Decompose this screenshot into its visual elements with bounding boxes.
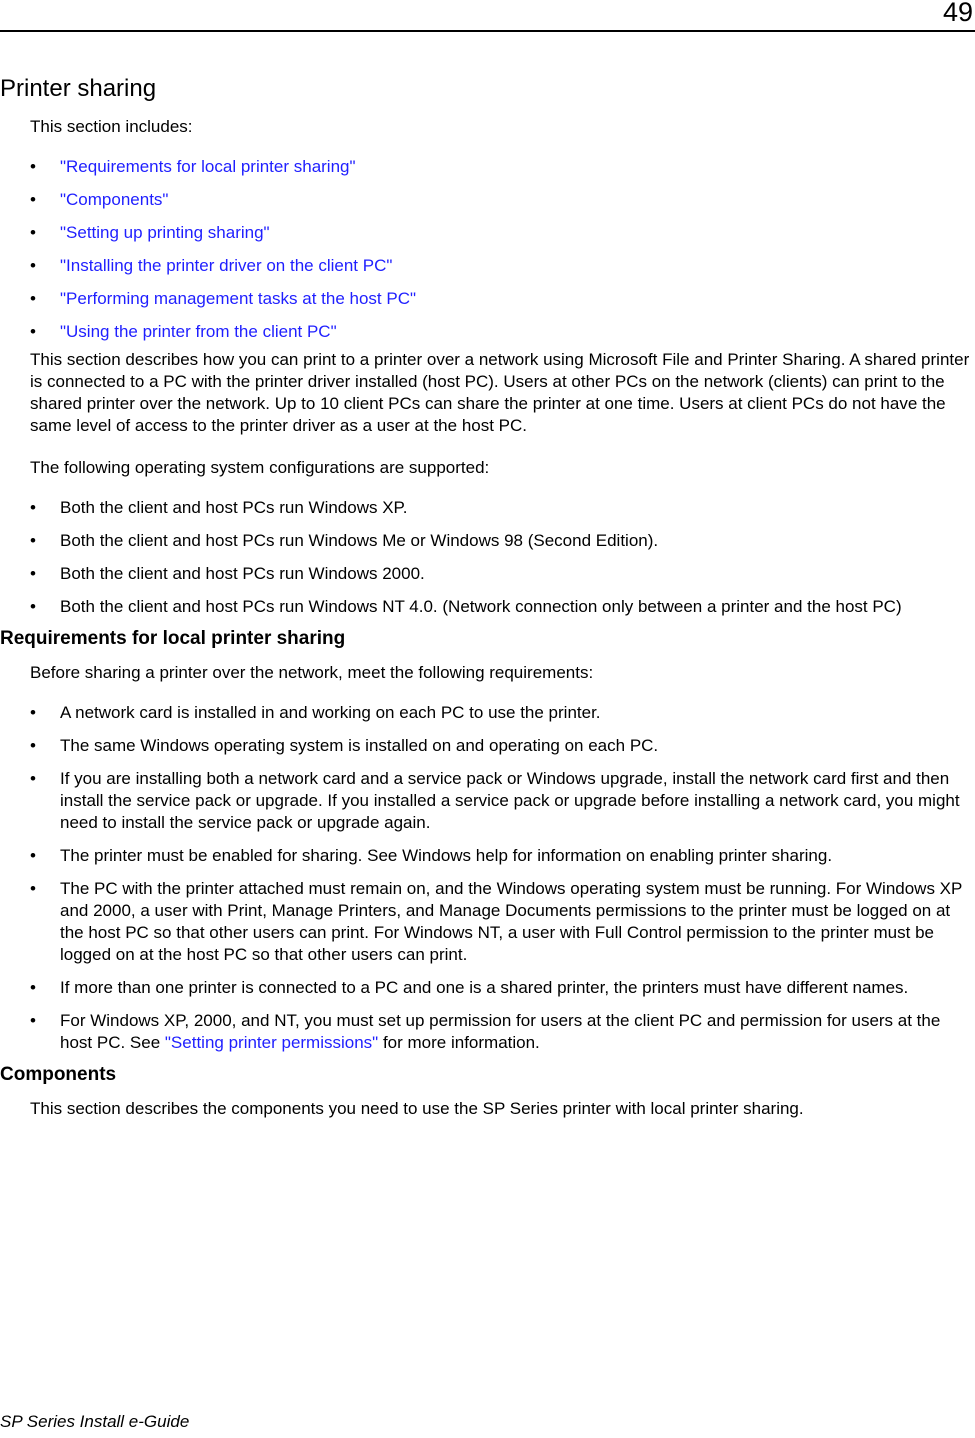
toc-item (30, 255, 972, 277)
list-item (30, 845, 972, 867)
list-item (30, 497, 972, 519)
list-item-text: The PC with the printer attached must remain on, and the Windows operating system must be running. For Windows XP and 2000, a user with Print, Manage Printers, and Manage Documents permissions to the printer must be logged on at the host PC so that other users can print. For Windows NT, a user with Full Control permission to the printer must be logged on at the host PC so that other users can print. (60, 879, 963, 964)
list-item-text: A network card is installed in and working on each PC to use the printer. (60, 703, 601, 722)
bullet: • (30, 846, 36, 865)
bullet: • (30, 256, 36, 275)
toc-link-requirements[interactable]: "Requirements for local printer sharing" (60, 157, 356, 176)
intro-text: This section includes: (30, 117, 193, 136)
bullet: • (30, 157, 36, 176)
requirements-list (30, 702, 972, 1054)
list-item-text: The same Windows operating system is installed on and operating on each PC. (60, 736, 659, 755)
toc-link-setting-up[interactable]: "Setting up printing sharing" (60, 223, 270, 242)
bullet: • (30, 322, 36, 341)
components-heading: Components (0, 1064, 117, 1085)
bullet: • (30, 223, 36, 242)
list-item-text: The printer must be enabled for sharing. See Windows help for information on enabling printer sharing. (60, 846, 833, 865)
os-config-list (30, 497, 972, 618)
bullet: • (30, 190, 36, 209)
os-intro: The following operating system configurations are supported: (30, 458, 490, 477)
list-item-text: If you are installing both a network card and a service pack or Windows upgrade, install the network card first and then install the service pack or upgrade. If you installed a service pack or upgrade before installing a network card, you might need to install the service pack or upgrade again. (60, 769, 960, 832)
list-item-text: Both the client and host PCs run Windows Me or Windows 98 (Second Edition). (60, 531, 659, 550)
list-item-text: for more information. (378, 1033, 540, 1052)
list-item-text: Both the client and host PCs run Windows 2000. (60, 564, 425, 583)
toc-link-components[interactable]: "Components" (60, 190, 169, 209)
toc-link-using-printer[interactable]: "Using the printer from the client PC" (60, 322, 337, 341)
toc-list (30, 156, 972, 343)
page-number: 49 (942, 0, 973, 27)
toc-link-management-tasks[interactable]: "Performing management tasks at the host PC" (60, 289, 417, 308)
list-item (30, 977, 972, 999)
list-item (30, 530, 972, 552)
toc-item (30, 189, 972, 211)
list-item (30, 735, 972, 757)
toc-item (30, 288, 972, 310)
list-item (30, 878, 972, 966)
bullet: • (30, 879, 36, 898)
toc-item (30, 156, 972, 178)
bullet: • (30, 736, 36, 755)
components-text: This section describes the components you need to use the SP Series printer with local printer sharing. (30, 1099, 804, 1118)
bullet: • (30, 978, 36, 997)
list-item (30, 1010, 972, 1054)
list-item (30, 596, 972, 618)
requirements-heading: Requirements for local printer sharing (0, 628, 346, 649)
list-item-text: For Windows XP, 2000, and NT, you must set up permission for users at the client PC and permission for users at the host PC. See (60, 1011, 941, 1052)
list-item-text: Both the client and host PCs run Windows XP. (60, 498, 408, 517)
toc-link-installing-driver[interactable]: "Installing the printer driver on the client PC" (60, 256, 393, 275)
requirements-intro: Before sharing a printer over the network, meet the following requirements: (30, 663, 594, 682)
toc-item (30, 321, 972, 343)
bullet: • (30, 531, 36, 550)
list-item-text: Both the client and host PCs run Windows NT 4.0. (Network connection only between a printer and the host PC) (60, 597, 902, 616)
toc-item (30, 222, 972, 244)
bullet: • (30, 769, 36, 788)
bullet: • (30, 564, 36, 583)
bullet: • (30, 597, 36, 616)
setting-printer-permissions-link[interactable]: "Setting printer permissions" (164, 1033, 379, 1052)
bullet: • (30, 498, 36, 517)
description-paragraph: This section describes how you can print to a printer over a network using Microsoft File and Printer Sharing. A shared printer is connected to a PC with the printer driver installed (host PC). Users at other PCs on the network (clients) can print to the shared printer over the network. Up to 10 client PCs can share the printer at one time. Users at client PCs do not have the same level of access to the printer driver as a user at the host PC. (30, 350, 970, 435)
list-item (30, 768, 972, 834)
list-item (30, 563, 972, 585)
page-content (0, 73, 975, 1140)
bullet: • (30, 703, 36, 722)
list-item (30, 702, 972, 724)
bullet: • (30, 289, 36, 308)
footer-guide-title: SP Series Install e-Guide (0, 1412, 190, 1431)
section-title: Printer sharing (0, 75, 157, 102)
header-rule (0, 30, 975, 32)
list-item-text: If more than one printer is connected to a PC and one is a shared printer, the printers must have different names. (60, 978, 909, 997)
bullet: • (30, 1011, 36, 1030)
